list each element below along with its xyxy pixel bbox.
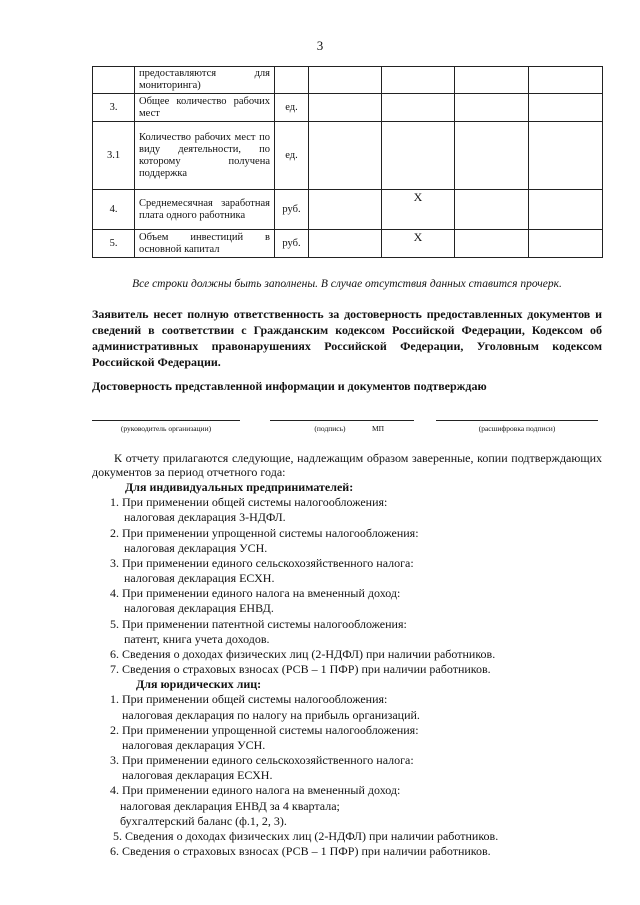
section-heading: Для юридических лиц:	[136, 677, 262, 691]
value-cell	[455, 67, 529, 94]
row-name: Объем инвестиций в основной капитал	[135, 230, 275, 258]
list-item: патент, книга учета доходов.	[124, 632, 270, 646]
value-cell	[309, 190, 382, 230]
list-item: 4. При применении единого налога на вмененный доход:	[110, 783, 401, 797]
value-cell	[382, 67, 455, 94]
list-item: налоговая декларация УСН.	[122, 738, 266, 752]
fill-note: Все строки должны быть заполнены. В случае отсутствия данных ставится прочерк.	[132, 278, 562, 290]
row-name: Количество рабочих мест по виду деятельности, по которому получена поддержка	[135, 122, 275, 190]
row-number: 5.	[93, 230, 135, 258]
list-item: 1. При применении общей системы налогообложения:	[110, 495, 388, 509]
value-cell	[309, 122, 382, 190]
list-item: 5. При применении патентной системы налогообложения:	[110, 617, 407, 631]
value-cell	[455, 190, 529, 230]
value-cell: X	[382, 190, 455, 230]
stamp-place-label: МП	[372, 424, 385, 433]
value-cell	[309, 67, 382, 94]
list-item: налоговая декларация по налогу на прибыль организаций.	[122, 708, 420, 722]
table-row	[93, 190, 603, 230]
row-unit: руб.	[275, 230, 309, 258]
responsibility-statement: Заявитель несет полную ответственность за достоверность предоставленных документов и сведений в соответствии с Гражданским кодексом Российской Федерации, Кодексом об административных правонарушениях Российской Федерации, Уголовным кодексом Российской Федерации.	[92, 307, 602, 369]
table-row	[93, 67, 603, 94]
value-cell	[309, 230, 382, 258]
row-number: 4.	[93, 190, 135, 230]
value-cell	[529, 122, 603, 190]
list-item: 1. При применении общей системы налогообложения:	[110, 692, 388, 706]
table-row	[93, 94, 603, 122]
list-item: 3. При применении единого сельскохозяйственного налога:	[110, 753, 414, 767]
row-unit: руб.	[275, 190, 309, 230]
list-item: 6. Сведения о страховых взносах (РСВ – 1 ПФР) при наличии работников.	[110, 844, 491, 858]
table-row	[93, 122, 603, 190]
row-name: предоставляются для мониторинга)	[135, 67, 275, 94]
value-cell	[529, 230, 603, 258]
row-number	[93, 67, 135, 94]
decode-signature-line	[436, 420, 598, 421]
value-cell: X	[382, 230, 455, 258]
signature-line	[270, 420, 414, 421]
list-item: 3. При применении единого сельскохозяйственного налога:	[110, 556, 414, 570]
table-row	[93, 230, 603, 258]
value-cell	[455, 122, 529, 190]
value-cell	[529, 94, 603, 122]
page-number: 3	[316, 38, 324, 53]
decode-caption: (расшифровка подписи)	[478, 424, 556, 433]
section-heading: Для индивидуальных предпринимателей:	[125, 480, 354, 494]
value-cell	[382, 94, 455, 122]
list-item: 2. При применении упрощенной системы налогообложения:	[110, 526, 419, 540]
value-cell	[309, 94, 382, 122]
list-item: налоговая декларация УСН.	[124, 541, 268, 555]
head-signature-line	[92, 420, 240, 421]
list-item: налоговая декларация ЕСХН.	[122, 768, 273, 782]
list-item: налоговая декларация 3-НДФЛ.	[124, 510, 286, 524]
list-item: 6. Сведения о доходах физических лиц (2-НДФЛ) при наличии работников.	[110, 647, 496, 661]
value-cell	[529, 190, 603, 230]
list-item: 2. При применении упрощенной системы налогообложения:	[110, 723, 419, 737]
row-number: 3.	[93, 94, 135, 122]
row-name: Общее количество рабочих мест	[135, 94, 275, 122]
value-cell	[382, 122, 455, 190]
row-unit: ед.	[275, 94, 309, 122]
sign-caption: (подпись)	[314, 424, 346, 433]
value-cell	[455, 94, 529, 122]
row-number: 3.1	[93, 122, 135, 190]
value-cell	[529, 67, 603, 94]
row-unit	[275, 67, 309, 94]
list-item: бухгалтерский баланс (ф.1, 2, 3).	[120, 814, 287, 828]
list-item: 7. Сведения о страховых взносах (РСВ – 1 ПФР) при наличии работников.	[110, 662, 491, 676]
head-caption: (руководитель организации)	[120, 424, 212, 433]
list-item: налоговая декларация ЕНВД за 4 квартала;	[120, 799, 340, 813]
row-unit: ед.	[275, 122, 309, 190]
list-item: налоговая декларация ЕСХН.	[124, 571, 275, 585]
indicators-table	[92, 66, 603, 258]
list-item: 5. Сведения о доходах физических лиц (2-НДФЛ) при наличии работников.	[113, 829, 499, 843]
attachments-intro: К отчету прилагаются следующие, надлежащим образом заверенные, копии подтверждающих документов за период отчетного года:	[92, 451, 602, 479]
list-item: налоговая декларация ЕНВД.	[124, 601, 274, 615]
value-cell	[455, 230, 529, 258]
list-item: 4. При применении единого налога на вмененный доход:	[110, 586, 401, 600]
row-name: Среднемесячная заработная плата одного работника	[135, 190, 275, 230]
confirmation-heading: Достоверность представленной информации и документов подтверждаю	[92, 379, 487, 393]
